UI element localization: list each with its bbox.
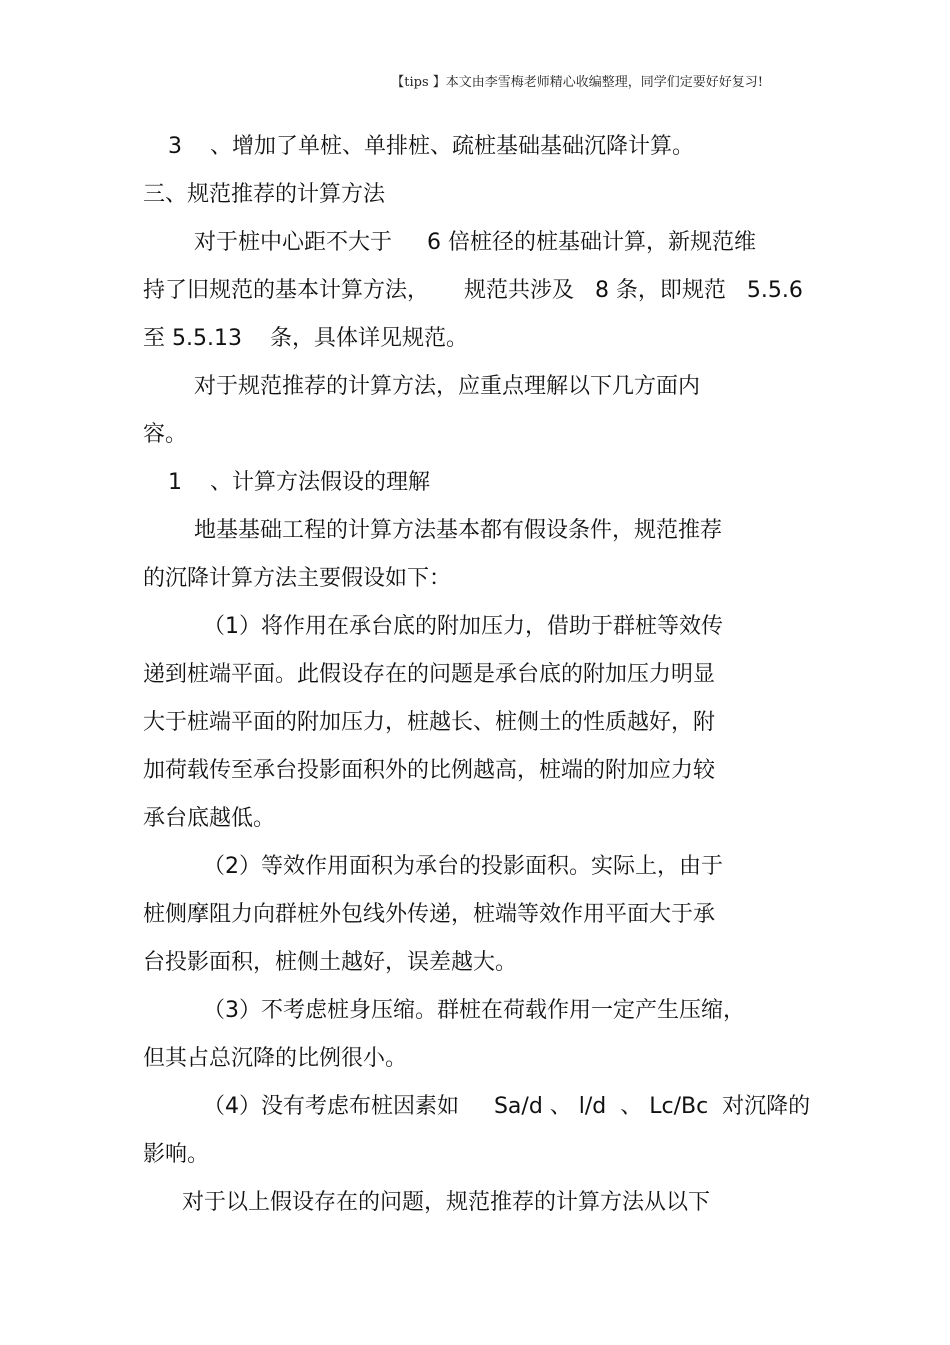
text-line: 对于桩中心距不大于 6 倍桩径的桩基础计算，新规范维 [194,230,756,255]
text-line: 大于桩端平面的附加压力，桩越长、桩侧土的性质越好，附 [143,710,716,735]
text-line: （1）将作用在承台底的附加压力，借助于群桩等效传 [203,614,723,639]
text-line: 加荷载传至承台投影面积外的比例越高，桩端的附加应力较 [143,758,716,783]
text-line: 对于以上假设存在的问题，规范推荐的计算方法从以下 [182,1190,711,1215]
text-line: 3 、增加了单桩、单排桩、疏桩基础基础沉降计算。 [168,134,694,159]
text-line: 但其占总沉降的比例很小。 [143,1046,408,1071]
text-line: 对于规范推荐的计算方法，应重点理解以下几方面内 [194,374,701,399]
section-heading: 三、规范推荐的计算方法 [143,182,386,207]
text-line: （4）没有考虑布桩因素如 Sa/d 、 l/d 、 Lc/Bc 对沉降的 [203,1094,811,1119]
header-tips: 【tips 】本文由李雪梅老师精心收编整理，同学们定要好好复习! [391,75,763,90]
text-line: 至 5.5.13 条，具体详见规范。 [143,326,468,351]
text-line: （2）等效作用面积为承台的投影面积。实际上，由于 [203,854,723,879]
text-line: 桩侧摩阻力向群桩外包线外传递，桩端等效作用平面大于承 [143,902,716,927]
text-line: 持了旧规范的基本计算方法， 规范共涉及 8 条，即规范 5.5.6 [143,278,803,303]
text-line: 容。 [143,422,188,447]
text-line: （3）不考虑桩身压缩。群桩在荷载作用一定产生压缩， [203,998,745,1023]
text-line: 台投影面积，桩侧土越好，误差越大。 [143,950,518,975]
text-line: 影响。 [143,1142,210,1167]
text-line: 承台底越低。 [143,806,276,831]
text-line: 的沉降计算方法主要假设如下： [143,566,452,591]
text-line: 地基基础工程的计算方法基本都有假设条件，规范推荐 [194,518,723,543]
text-line: 递到桩端平面。此假设存在的问题是承台底的附加压力明显 [143,662,716,687]
subsection-heading: 1 、计算方法假设的理解 [168,470,430,495]
